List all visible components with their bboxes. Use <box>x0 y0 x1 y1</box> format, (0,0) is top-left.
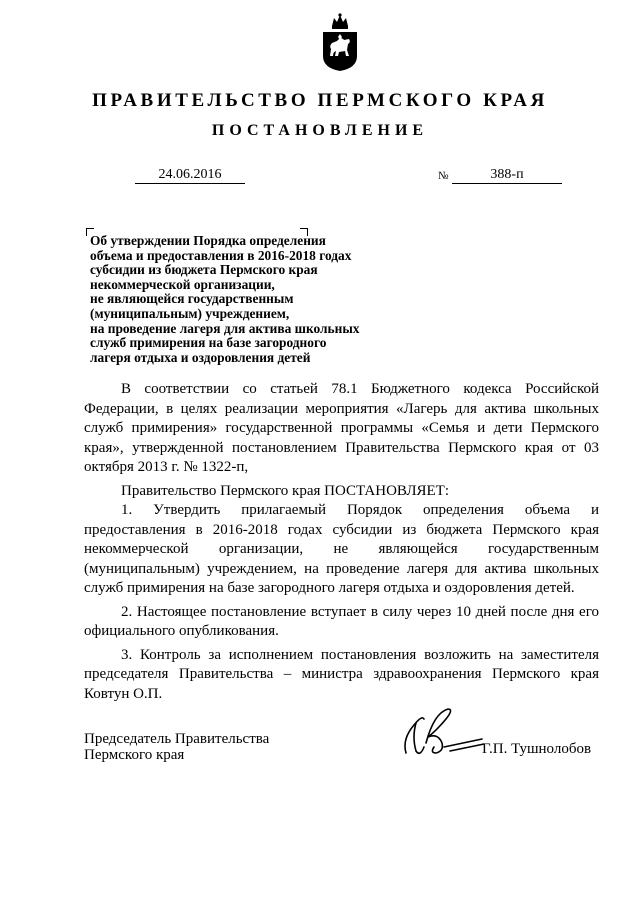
government-name: ПРАВИТЕЛЬСТВО ПЕРМСКОГО КРАЯ <box>92 90 548 111</box>
signer-position-line: Председатель Правительства <box>84 731 270 747</box>
subject-line: лагеря отдыха и оздоровления детей <box>90 349 311 365</box>
subject-line: некоммерческой организации, <box>90 276 275 292</box>
decree-paragraph: Правительство Пермского края ПОСТАНОВЛЯЕТ: <box>121 482 450 499</box>
subject-line: объема и предоставления в 2016-2018 годах <box>90 247 352 263</box>
number-sign: № <box>438 170 449 182</box>
document-date: 24.06.2016 <box>135 166 245 184</box>
item-2-paragraph: 2. Настоящее постановление вступает в силу через 10 дней после дня его официального опубликования. <box>84 603 599 639</box>
document-body <box>84 380 599 704</box>
document-number: 388-п <box>452 166 562 184</box>
preamble-paragraph: В соответствии со статьей 78.1 Бюджетного кодекса Российской Федерации, в целях реализации мероприятия «Лагерь для актива школьных служб примирения» государственной программы «Семья и дети Пермского края», утвержденной постановлением Правительства Пермского края от 03 октября 2013 г. № 1322-п, <box>84 381 599 475</box>
signer-position-line: Пермского края <box>84 747 185 763</box>
subject-line: Об утверждении Порядка определения <box>90 233 326 248</box>
subject-line: субсидии из бюджета Пермского края <box>90 262 318 278</box>
signer-name: Г.П. Тушнолобов <box>482 741 592 757</box>
coat-of-arms-icon <box>319 12 361 72</box>
item-1-paragraph: 1. Утвердить прилагаемый Порядок определения объема и предоставления в 2016-2018 годах субсидии из бюджета Пермского края некоммерческой организации, не являющейся государственным (муниципальным) учреждением, на проведение лагеря для актива школьных служб примирения на базе загородного лагеря отдыха и оздоровления детей. <box>84 502 599 596</box>
document-type: ПОСТАНОВЛЕНИЕ <box>211 122 429 139</box>
subject-line: не являющейся государственным <box>90 291 294 307</box>
subject-line: на проведение лагеря для актива школьных <box>90 320 360 336</box>
subject-line: служб примирения на базе загородного <box>90 335 327 351</box>
document-subject <box>90 234 400 365</box>
signer-position <box>84 731 269 763</box>
handwritten-signature-icon <box>398 703 488 763</box>
item-3-paragraph: 3. Контроль за исполнением постановления возложить на заместителя председателя Правительства – министра здравоохранения Пермского края Ковтун О.П. <box>84 646 599 702</box>
subject-line: (муниципальным) учреждением, <box>90 305 290 321</box>
